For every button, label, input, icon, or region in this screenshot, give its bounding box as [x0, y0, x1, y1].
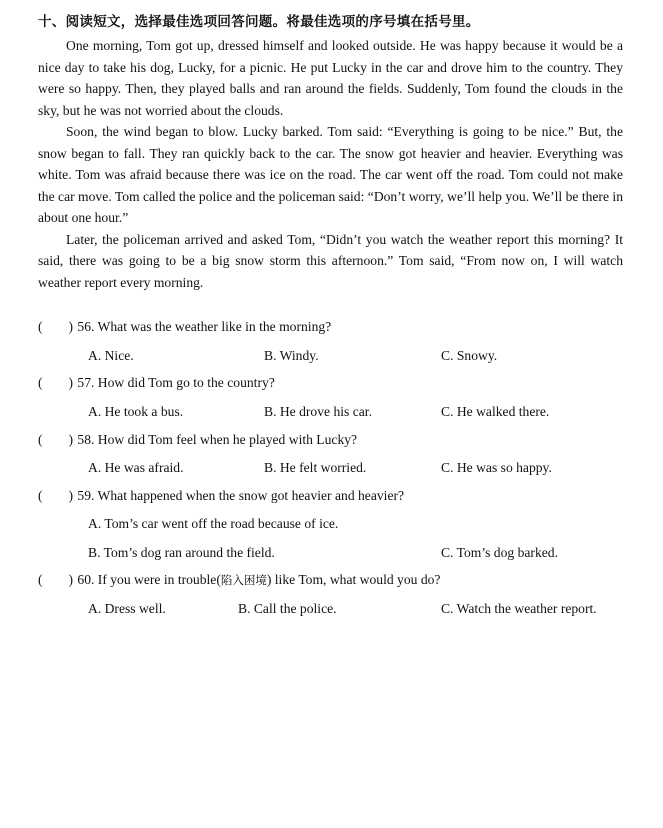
reading-passage: [38, 35, 623, 293]
answer-blank[interactable]: ( ): [38, 488, 74, 503]
question-57: [38, 374, 638, 392]
option-a: A. Tom’s car went off the road because of ice.: [88, 516, 339, 531]
question-text: 57. How did Tom go to the country?: [77, 375, 275, 390]
option-c: C. Watch the weather report.: [441, 601, 597, 616]
option-b: B. He felt worried.: [264, 460, 367, 475]
option-a: A. Dress well.: [88, 601, 166, 616]
option-a: A. He was afraid.: [88, 460, 184, 475]
option-b: B. Windy.: [264, 348, 319, 363]
question-59: [38, 487, 638, 505]
question-text: 60. If you were in trouble(陷入困境) like Tom, what would you do?: [77, 572, 441, 587]
option-c: C. Tom’s dog barked.: [441, 545, 558, 560]
answer-blank[interactable]: ( ): [38, 375, 74, 390]
option-b: B. Tom’s dog ran around the field.: [88, 545, 275, 560]
answer-blank[interactable]: ( ): [38, 319, 74, 334]
option-b: B. Call the police.: [238, 601, 337, 616]
passage-paragraph-2: Soon, the wind began to blow. Lucky barked. Tom said: “Everything is going to be nice.” But, the snow began to fall. They ran quickly back to the car. The snow got heavier and heavier. Everything was white. Tom was afraid because there was ice on the road. The car went off the road. Tom could not make the car move. Tom called the police and the policeman said: “Don’t worry, we’ll help you. We’ll be there in about one hour.”: [38, 124, 623, 225]
option-b: B. He drove his car.: [264, 404, 372, 419]
question-60: [38, 571, 638, 589]
option-c: C. He walked there.: [441, 404, 550, 419]
option-c: C. He was so happy.: [441, 460, 552, 475]
section-title: 十、阅读短文，选择最佳选项回答问题。将最佳选项的序号填在括号里。: [38, 14, 480, 30]
question-text: 58. How did Tom feel when he played with Lucky?: [77, 432, 358, 447]
answer-blank[interactable]: ( ): [38, 432, 74, 447]
option-a: A. Nice.: [88, 348, 134, 363]
question-text: 56. What was the weather like in the morning?: [77, 319, 332, 334]
option-a: A. He took a bus.: [88, 404, 184, 419]
passage-paragraph-1: One morning, Tom got up, dressed himself and looked outside. He was happy because it would be a nice day to take his dog, Lucky, for a picnic. He put Lucky in the car and drove him to the country. They were so happy. Then, they played balls and ran around the fields. Suddenly, Tom found the clouds in the sky, but he was not worried about the clouds.: [38, 38, 623, 118]
answer-blank[interactable]: ( ): [38, 572, 74, 587]
option-c: C. Snowy.: [441, 348, 498, 363]
passage-paragraph-3: Later, the policeman arrived and asked Tom, “Didn’t you watch the weather report this morning? It said, there was going to be a big snow storm this afternoon.” Tom said, “From now on, I will watch weather report every morning.: [38, 231, 623, 290]
question-56: [38, 318, 638, 336]
question-58: [38, 431, 638, 449]
question-text: 59. What happened when the snow got heavier and heavier?: [77, 488, 405, 503]
